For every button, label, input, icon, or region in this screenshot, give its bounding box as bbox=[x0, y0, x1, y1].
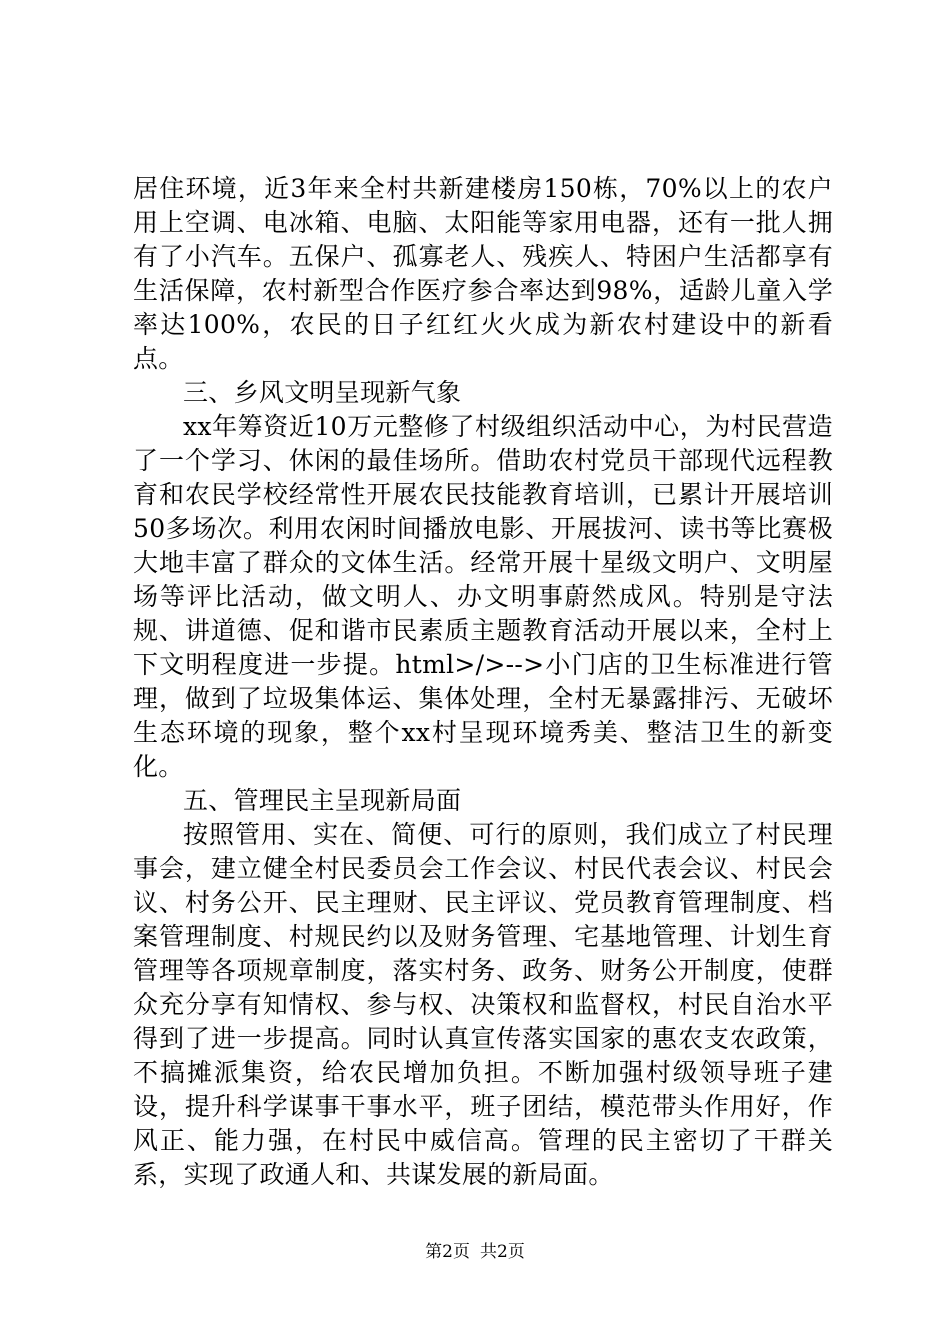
page-footer bbox=[0, 1242, 950, 1262]
page-number-current: 第2页 bbox=[425, 1242, 470, 1262]
paragraph-living-environment: 居住环境，近3年来全村共新建楼房150栋，70%以上的农户用上空调、电冰箱、电脑、太阳能等家用电器，还有一批人拥有了小汽车。五保户、孤寡老人、残疾人、特困户生活都享有生活保障，农村新型合作医疗参合率达到98%，适龄儿童入学率达100%，农民的日子红红火火成为新农村建设中的新看点。 bbox=[133, 174, 833, 373]
paragraph-rural-civilization: xx年筹资近10万元整修了村级组织活动中心，为村民营造了一个学习、休闲的最佳场所。借助农村党员干部现代远程教育和农民学校经常性开展农民技能教育培训，已累计开展培训50多场次。利用农闲时间播放电影、开展拔河、读书等比赛极大地丰富了群众的文体生活。经常开展十星级文明户、文明屋场等评比活动，做文明人、办文明事蔚然成风。特别是守法规、讲道德、促和谐市民素质主题教育活动开展以来，全村上下文明程度进一步提。html>/>-->小门店的卫生标准进行管理，做到了垃圾集体运、集体处理，全村无暴露排污、无破坏生态环境的现象，整个xx村呈现环境秀美、整洁卫生的新变化。 bbox=[133, 412, 833, 781]
paragraph-democratic-management: 按照管用、实在、简便、可行的原则，我们成立了村民理事会，建立健全村民委员会工作会议、村民代表会议、村民会议、村务公开、民主理财、民主评议、党员教育管理制度、档案管理制度、村规民约以及财务管理、宅基地管理、计划生育管理等各项规章制度，落实村务、政务、财务公开制度，使群众充分享有知情权、参与权、决策权和监督权，村民自治水平得到了进一步提高。同时认真宣传落实国家的惠农支农政策，不搞摊派集资，给农民增加负担。不断加强村级领导班子建设，提升科学谋事干事水平，班子团结，模范带头作用好，作风正、能力强，在村民中威信高。管理的民主密切了干群关系，实现了政通人和、共谋发展的新局面。 bbox=[133, 820, 833, 1189]
document-body bbox=[133, 172, 833, 1192]
section-heading-democratic-management: 五、管理民主呈现新局面 bbox=[183, 786, 462, 815]
page-number-total: 共2页 bbox=[480, 1242, 525, 1262]
section-heading-rural-civilization: 三、乡风文明呈现新气象 bbox=[183, 378, 462, 407]
